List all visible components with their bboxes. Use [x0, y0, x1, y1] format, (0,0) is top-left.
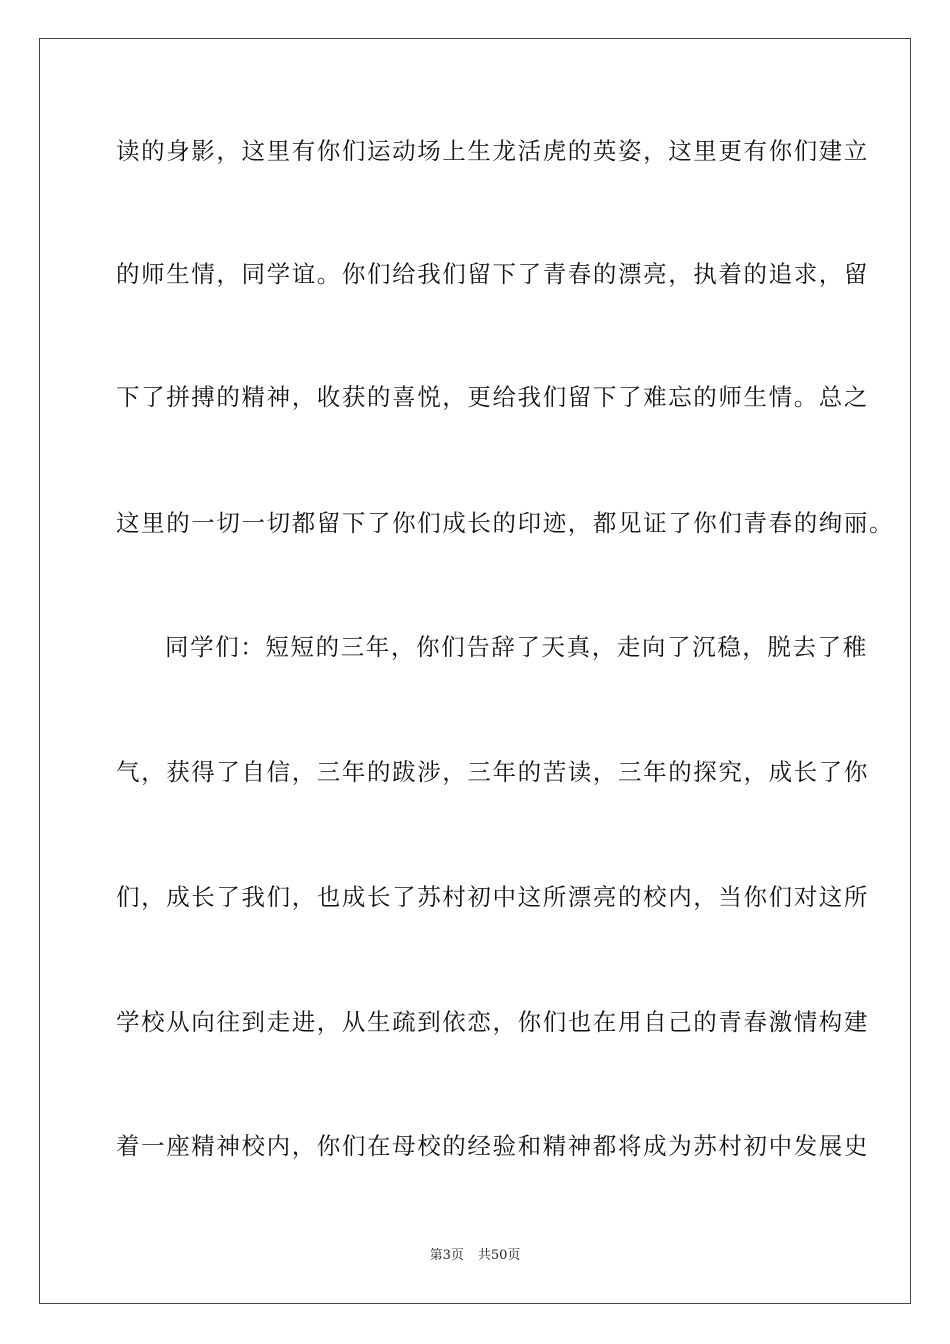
text-line: 的师生情，同学谊。你们给我们留下了青春的漂亮，执着的追求，留: [116, 260, 869, 288]
text-line: 着一座精神校内，你们在母校的经验和精神都将成为苏村初中发展史: [116, 1132, 869, 1160]
text-line: 下了拼搏的精神，收获的喜悦，更给我们留下了难忘的师生情。总之: [116, 383, 869, 411]
page-border: [39, 38, 911, 1304]
text-line: 学校从向往到走进，从生疏到依恋，你们也在用自己的青春激情构建: [116, 1008, 869, 1036]
text-line: 气，获得了自信，三年的跋涉，三年的苦读，三年的探究，成长了你: [116, 758, 869, 786]
text-line: 读的身影，这里有你们运动场上生龙活虎的英姿，这里更有你们建立: [116, 137, 869, 165]
text-line: 这里的一切一切都留下了你们成长的印迹，都见证了你们青春的绚丽。: [116, 509, 895, 537]
page-total: 共50页: [477, 1248, 521, 1263]
text-line: 们，成长了我们，也成长了苏村初中这所漂亮的校内，当你们对这所: [116, 883, 869, 911]
paragraph-first-line: 同学们：短短的三年，你们告辞了天真，走向了沉稳，脱去了稚: [165, 633, 868, 661]
page-number: 第3页: [429, 1248, 464, 1263]
page-footer: [0, 1247, 950, 1265]
